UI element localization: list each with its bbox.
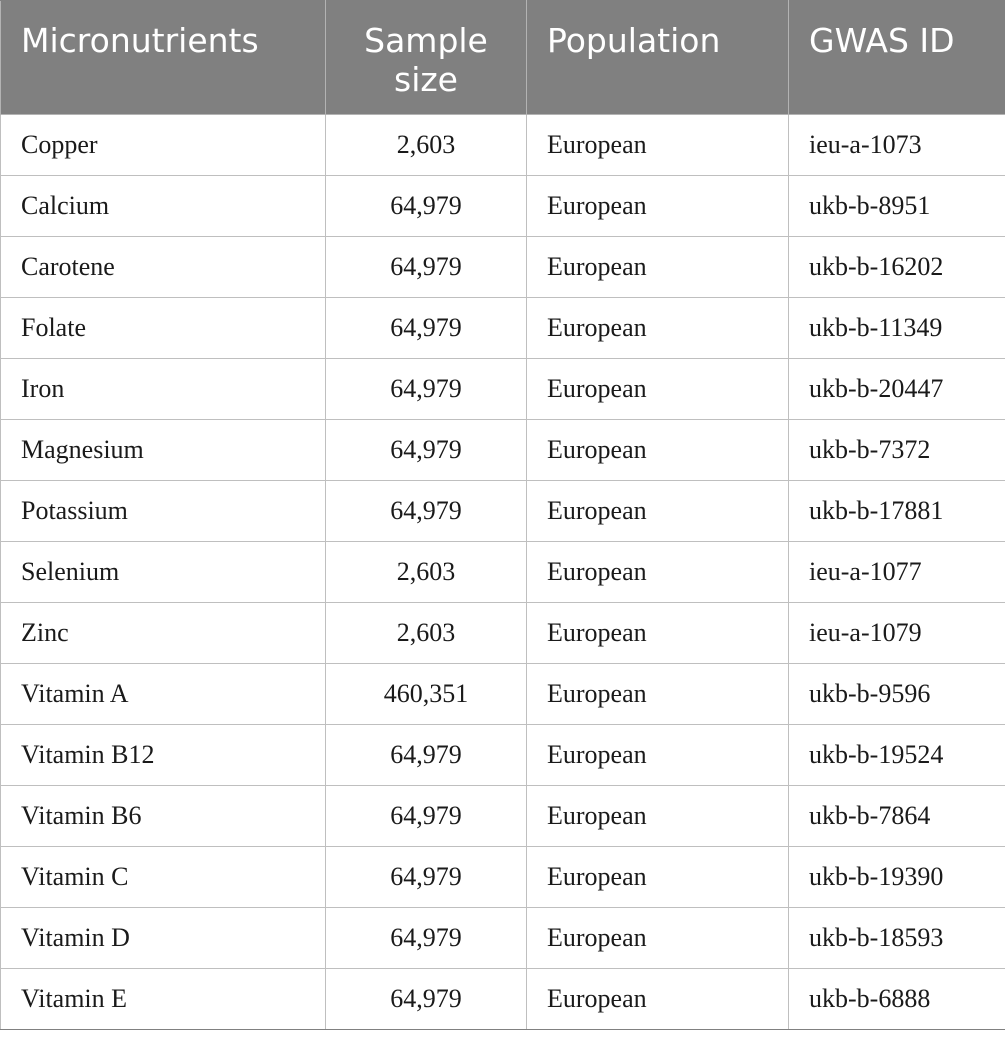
header-row [1, 1, 1005, 115]
table-row [1, 908, 1005, 969]
cell-gwas-id: ukb-b-7864 [789, 786, 1005, 847]
cell-sample-size: 64,979 [326, 847, 527, 908]
header-population [527, 1, 789, 115]
cell-population: European [527, 725, 789, 786]
cell-gwas-id: ukb-b-9596 [789, 664, 1005, 725]
cell-sample-size: 64,979 [326, 725, 527, 786]
cell-population: European [527, 542, 789, 603]
cell-micronutrient: Vitamin E [1, 969, 326, 1030]
cell-sample-size: 2,603 [326, 542, 527, 603]
table-row [1, 786, 1005, 847]
cell-micronutrient: Vitamin B12 [1, 725, 326, 786]
table-header [1, 1, 1005, 115]
table-row [1, 664, 1005, 725]
cell-gwas-id: ieu-a-1077 [789, 542, 1005, 603]
cell-sample-size: 64,979 [326, 908, 527, 969]
cell-sample-size: 2,603 [326, 115, 527, 176]
header-micronutrients-label: Micronutrients [21, 21, 259, 60]
cell-population: European [527, 359, 789, 420]
cell-population: European [527, 664, 789, 725]
cell-micronutrient: Copper [1, 115, 326, 176]
cell-micronutrient: Zinc [1, 603, 326, 664]
cell-micronutrient: Selenium [1, 542, 326, 603]
table-row [1, 969, 1005, 1030]
cell-gwas-id: ukb-b-6888 [789, 969, 1005, 1030]
cell-population: European [527, 237, 789, 298]
cell-population: European [527, 847, 789, 908]
cell-micronutrient: Vitamin C [1, 847, 326, 908]
cell-micronutrient: Vitamin B6 [1, 786, 326, 847]
cell-micronutrient: Calcium [1, 176, 326, 237]
cell-sample-size: 64,979 [326, 298, 527, 359]
table-row [1, 847, 1005, 908]
table-row [1, 603, 1005, 664]
cell-micronutrient: Magnesium [1, 420, 326, 481]
table-body [1, 115, 1005, 1030]
table-row [1, 420, 1005, 481]
cell-gwas-id: ukb-b-8951 [789, 176, 1005, 237]
cell-micronutrient: Iron [1, 359, 326, 420]
table-row [1, 298, 1005, 359]
cell-gwas-id: ieu-a-1073 [789, 115, 1005, 176]
cell-sample-size: 64,979 [326, 176, 527, 237]
table-row [1, 725, 1005, 786]
cell-micronutrient: Vitamin A [1, 664, 326, 725]
table-row [1, 176, 1005, 237]
cell-gwas-id: ukb-b-20447 [789, 359, 1005, 420]
cell-population: European [527, 786, 789, 847]
cell-sample-size: 64,979 [326, 969, 527, 1030]
cell-gwas-id: ieu-a-1079 [789, 603, 1005, 664]
cell-gwas-id: ukb-b-7372 [789, 420, 1005, 481]
cell-sample-size: 64,979 [326, 359, 527, 420]
cell-gwas-id: ukb-b-18593 [789, 908, 1005, 969]
cell-micronutrient: Potassium [1, 481, 326, 542]
table-row [1, 237, 1005, 298]
header-sample-size [326, 1, 527, 115]
cell-population: European [527, 603, 789, 664]
table-row [1, 359, 1005, 420]
cell-gwas-id: ukb-b-19524 [789, 725, 1005, 786]
cell-micronutrient: Vitamin D [1, 908, 326, 969]
cell-micronutrient: Carotene [1, 237, 326, 298]
cell-population: European [527, 420, 789, 481]
cell-gwas-id: ukb-b-16202 [789, 237, 1005, 298]
cell-population: European [527, 908, 789, 969]
cell-population: European [527, 481, 789, 542]
cell-population: European [527, 298, 789, 359]
cell-micronutrient: Folate [1, 298, 326, 359]
header-gwas-id-label: GWAS ID [809, 21, 955, 60]
cell-sample-size: 64,979 [326, 237, 527, 298]
header-micronutrients [1, 1, 326, 115]
cell-sample-size: 460,351 [326, 664, 527, 725]
cell-sample-size: 64,979 [326, 420, 527, 481]
cell-population: European [527, 969, 789, 1030]
table-row [1, 481, 1005, 542]
header-sample-size-label: Sample size [364, 21, 488, 99]
cell-gwas-id: ukb-b-11349 [789, 298, 1005, 359]
header-population-label: Population [547, 21, 721, 60]
table-row [1, 115, 1005, 176]
table-row [1, 542, 1005, 603]
cell-sample-size: 2,603 [326, 603, 527, 664]
cell-gwas-id: ukb-b-17881 [789, 481, 1005, 542]
cell-sample-size: 64,979 [326, 481, 527, 542]
cell-sample-size: 64,979 [326, 786, 527, 847]
cell-population: European [527, 176, 789, 237]
cell-gwas-id: ukb-b-19390 [789, 847, 1005, 908]
cell-population: European [527, 115, 789, 176]
header-gwas-id [789, 1, 1005, 115]
